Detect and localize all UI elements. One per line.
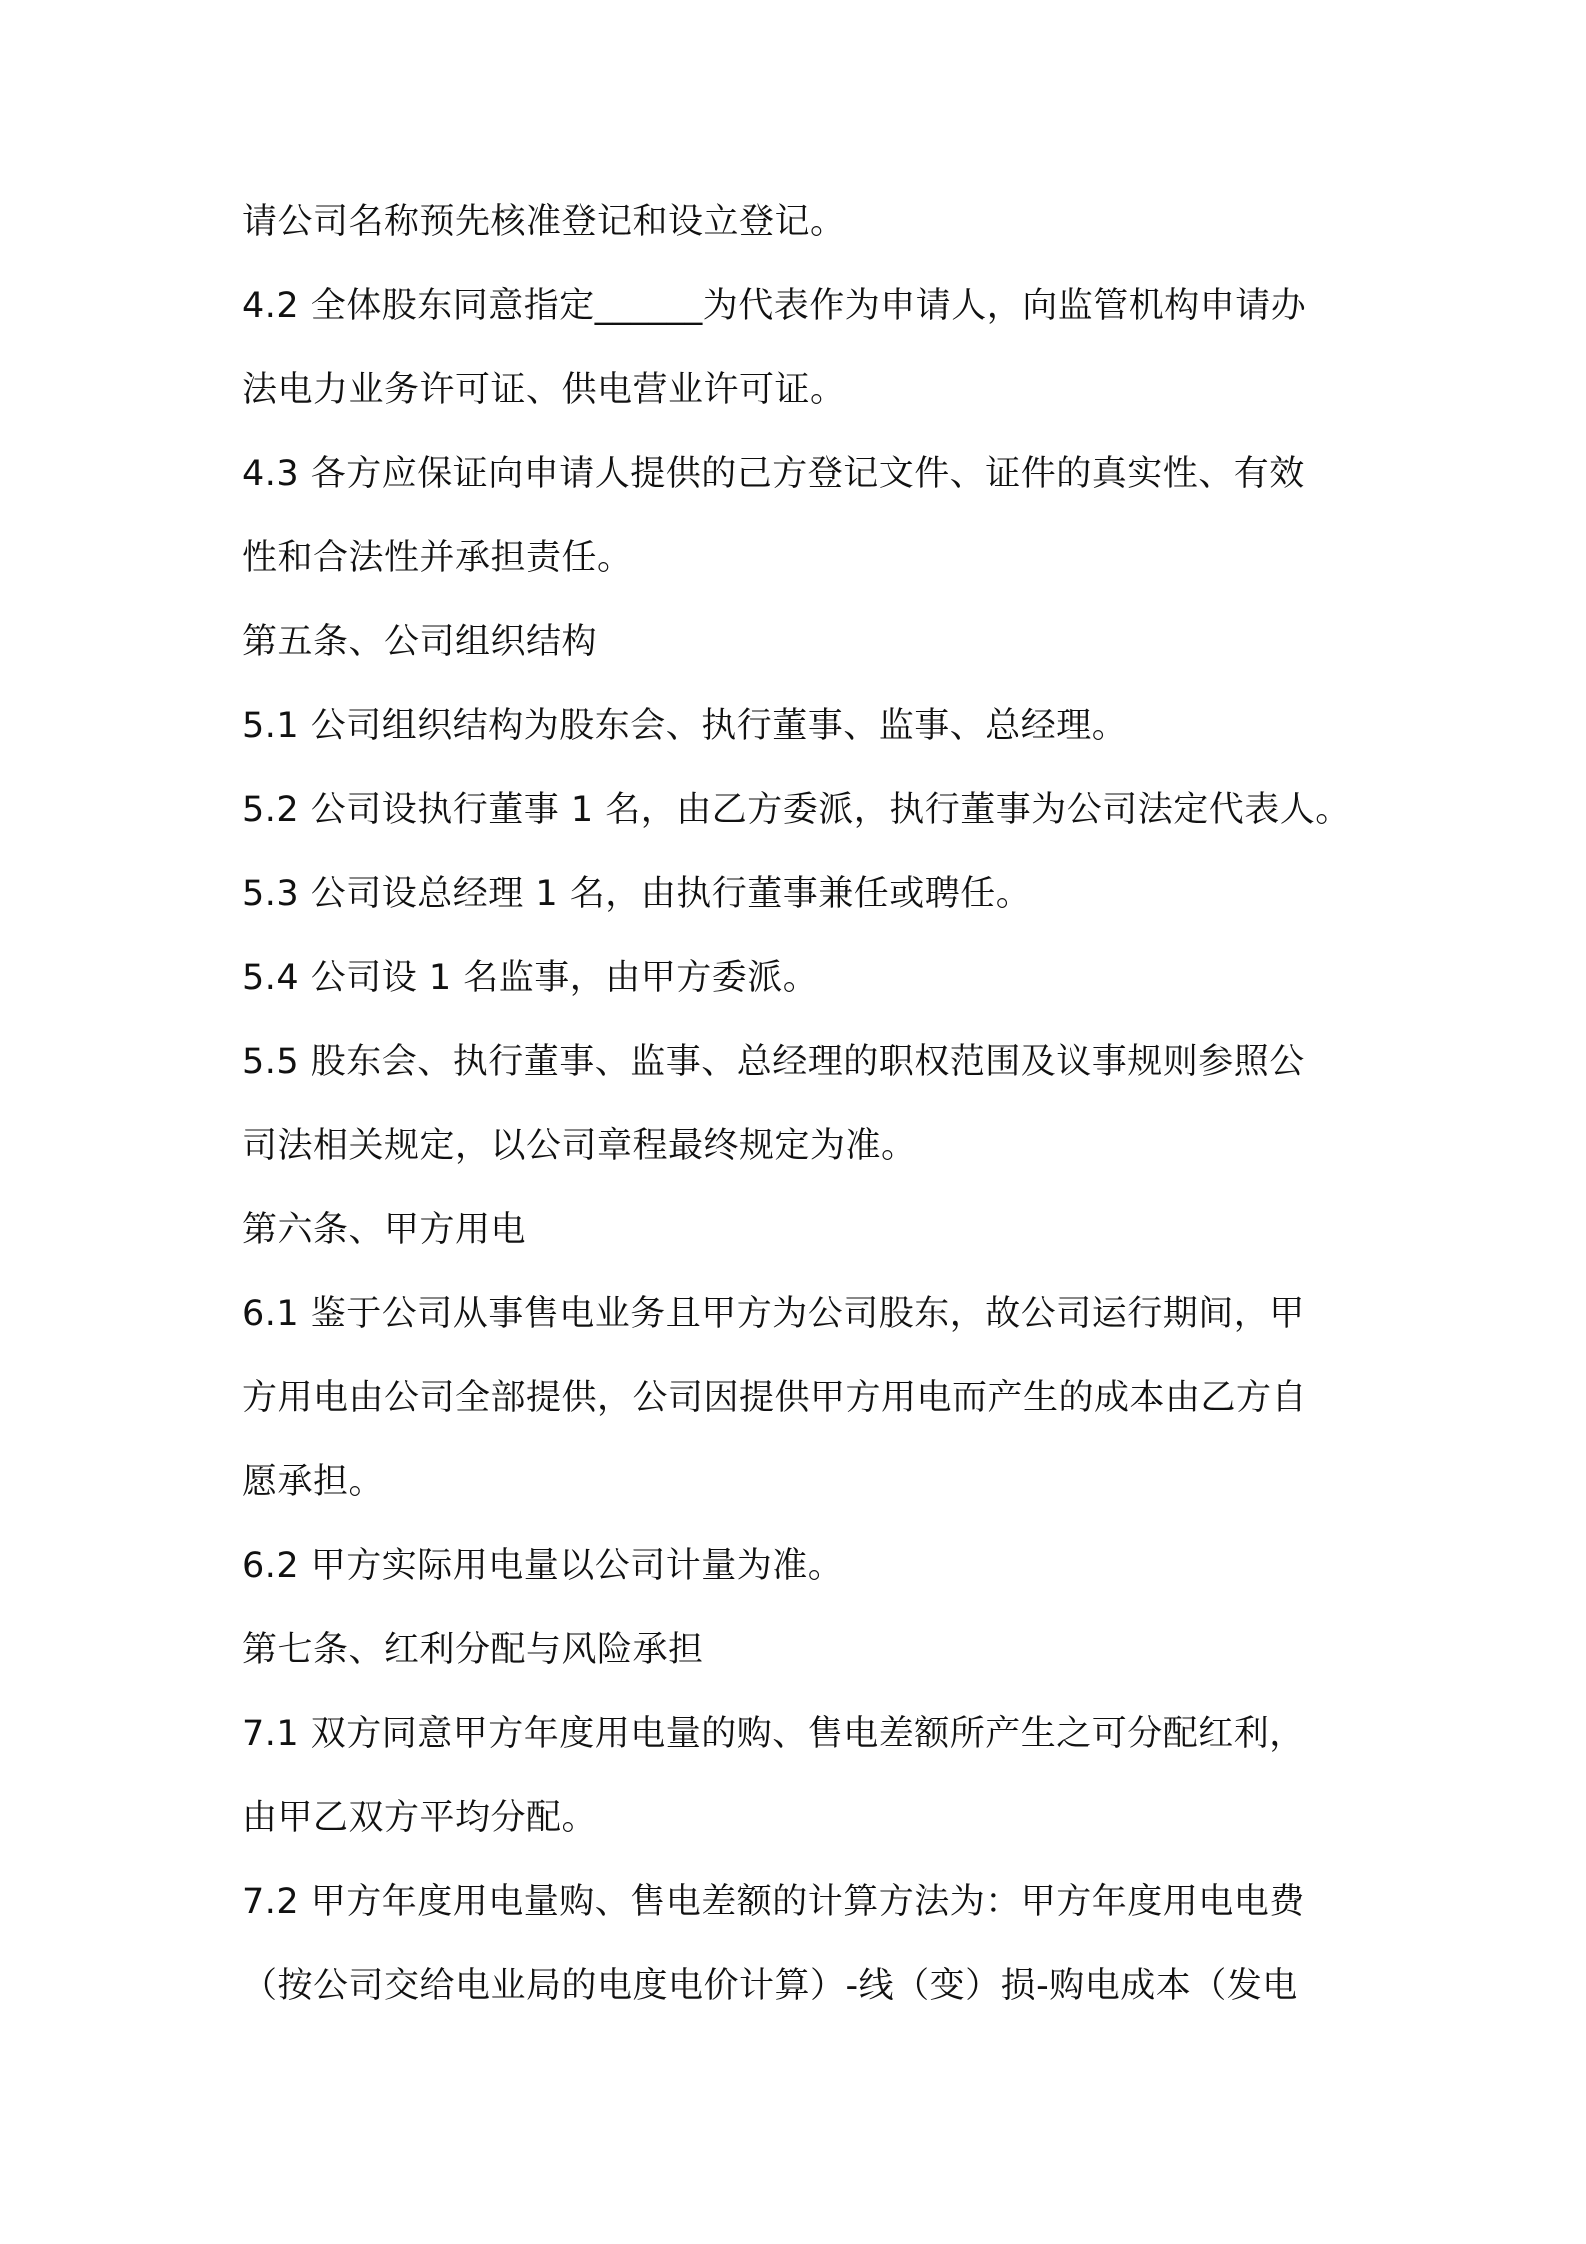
text-line: 请公司名称预先核准登记和设立登记。 — [242, 202, 846, 242]
section-heading: 第六条、甲方用电 — [242, 1210, 527, 1250]
text-line: 7.2 甲方年度用电量购、售电差额的计算方法为：甲方年度用电电费 — [242, 1882, 1305, 1922]
text-line: 6.1 鉴于公司从事售电业务且甲方为公司股东，故公司运行期间，甲 — [242, 1294, 1305, 1334]
text-line: 7.1 双方同意甲方年度用电量的购、售电差额所产生之可分配红利， — [242, 1714, 1305, 1754]
text-line: 6.2 甲方实际用电量以公司计量为准。 — [242, 1546, 844, 1586]
text-line: 愿承担。 — [242, 1462, 385, 1502]
text-line: 5.4 公司设 1 名监事，由甲方委派。 — [242, 958, 819, 998]
text-line: 方用电由公司全部提供，公司因提供甲方用电而产生的成本由乙方自 — [242, 1378, 1308, 1418]
text-line: 5.3 公司设总经理 1 名，由执行董事兼任或聘任。 — [242, 874, 1032, 914]
text-line: 5.2 公司设执行董事 1 名，由乙方委派，执行董事为公司法定代表人。 — [242, 790, 1351, 830]
text-line: （按公司交给电业局的电度电价计算）-线（变）损-购电成本（发电 — [242, 1966, 1298, 2006]
text-line: 司法相关规定，以公司章程最终规定为准。 — [242, 1126, 917, 1166]
section-heading: 第五条、公司组织结构 — [242, 622, 598, 662]
text-line: 5.1 公司组织结构为股东会、执行董事、监事、总经理。 — [242, 706, 1128, 746]
text-line: 5.5 股东会、执行董事、监事、总经理的职权范围及议事规则参照公 — [242, 1042, 1305, 1082]
text-line: 由甲乙双方平均分配。 — [242, 1798, 598, 1838]
text-line: 4.3 各方应保证向申请人提供的己方登记文件、证件的真实性、有效 — [242, 454, 1305, 494]
text-line: 性和合法性并承担责任。 — [242, 538, 633, 578]
text-line: 法电力业务许可证、供电营业许可证。 — [242, 370, 846, 410]
text-line: 4.2 全体股东同意指定______为代表作为申请人，向监管机构申请办 — [242, 286, 1307, 326]
section-heading: 第七条、红利分配与风险承担 — [242, 1630, 704, 1670]
